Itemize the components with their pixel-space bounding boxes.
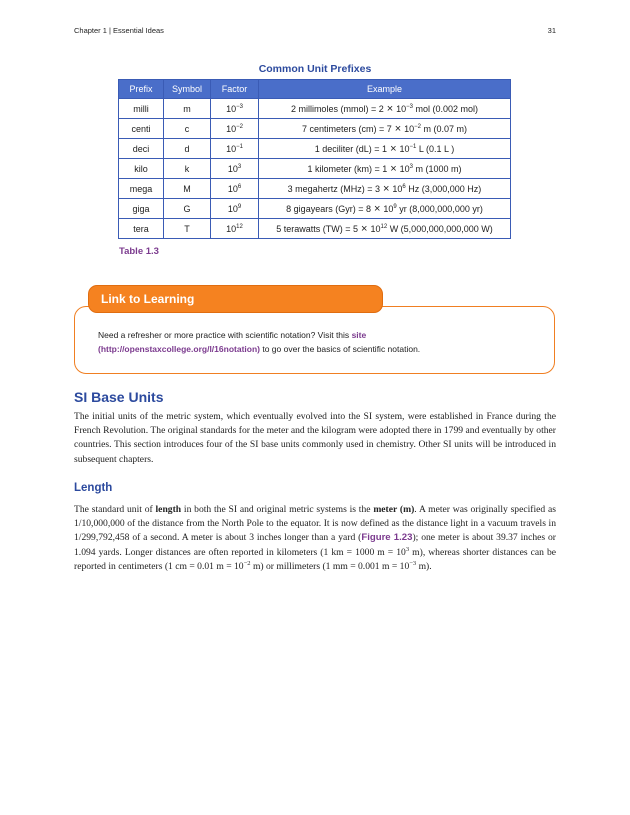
cell-factor (211, 139, 259, 159)
cell-symbol: d (164, 139, 211, 159)
example-tail: mol (0.002 mol) (415, 103, 479, 114)
term-meter: meter (m) (373, 504, 415, 515)
cell-example (259, 179, 511, 199)
factor-exponent: 9 (237, 203, 242, 210)
text-run: m) or millimeters (1 mm = 0.001 m = 10 (252, 560, 410, 572)
table-row (119, 199, 511, 219)
factor-exponent: 12 (236, 223, 243, 230)
cell-example (259, 219, 511, 239)
example-base: 10 (392, 183, 403, 194)
example-exponent: 9 (393, 203, 397, 210)
column-header-symbol: Symbol (164, 80, 211, 99)
column-header-prefix: Prefix (119, 80, 164, 99)
cell-factor (211, 219, 259, 239)
column-header-factor: Factor (211, 80, 259, 99)
times-sign: × (361, 222, 368, 235)
example-lead: 1 deciliter (dL) = 1 (314, 143, 388, 154)
cell-symbol: T (164, 219, 211, 239)
link-to-learning-text (98, 328, 528, 356)
cell-symbol: k (164, 159, 211, 179)
table-caption: Table 1.3 (119, 246, 159, 257)
times-sign: × (390, 142, 397, 155)
example-base: 10 (399, 143, 410, 154)
example-lead: 8 gigayears (Gyr) = 8 (286, 203, 371, 214)
exponent: 3 (405, 545, 410, 553)
example-base: 10 (383, 203, 394, 214)
cell-symbol: G (164, 199, 211, 219)
exponent: −3 (409, 559, 417, 567)
example-base: 10 (399, 163, 410, 174)
text-run: in both the SI and original metric systems is the (183, 504, 371, 515)
link-to-learning-title: Link to Learning (88, 285, 383, 313)
section-paragraph: The initial units of the metric system, which eventually evolved into the SI system, were established in France during the French Revolution. The original standards for the meter and the kilogram were adopted there in 1799 and eventually by other countries. This section introduces four of the SI base units commonly used in chemistry. Other SI units will be introduced in subsequent chapters. (74, 411, 556, 465)
text-run: m). (418, 560, 432, 572)
times-sign: × (390, 162, 397, 175)
cell-prefix: tera (119, 219, 164, 239)
example-exponent: −1 (409, 143, 417, 150)
factor-base: 10 (226, 143, 237, 154)
times-sign: × (382, 182, 390, 195)
cell-factor (211, 199, 259, 219)
figure-reference-link[interactable]: Figure 1.23 (361, 532, 413, 544)
example-lead: 5 terawatts (TW) = 5 (276, 223, 359, 234)
subsection-heading: Length (74, 482, 113, 494)
example-lead: 1 kilometer (km) = 1 (307, 163, 388, 174)
example-tail: m (1000 m) (415, 163, 462, 174)
table-row (119, 159, 511, 179)
cell-factor (211, 99, 259, 119)
cell-symbol: c (164, 119, 211, 139)
factor-base: 10 (227, 163, 238, 174)
text-run: ); one meter is about 39.37 inches or 1.094 yards. Longer distances are often reported in kilometers (1 km = 1000 m = 10 (74, 532, 556, 558)
cell-prefix: mega (119, 179, 164, 199)
times-sign: × (373, 202, 381, 215)
cell-prefix: centi (119, 119, 164, 139)
factor-base: 10 (226, 123, 237, 134)
term-length: length (155, 504, 182, 515)
example-base: 10 (404, 123, 415, 134)
cell-factor (211, 179, 259, 199)
cell-example (259, 199, 511, 219)
text-run: . A meter was originally specified as 1/10,000,000 of the distance from the North Pole to the equator. It is now defined as the distance light in a vacuum travels in 1/299,792,458 of a second. A meter is about 3 inches longer than a yard ( (74, 504, 556, 544)
link-text-before: Need a refresher or more practice with scientific notation? Visit this (98, 330, 350, 340)
length-paragraph (74, 503, 556, 574)
example-base: 10 (370, 223, 381, 234)
example-lead: 2 millimoles (mmol) = 2 (290, 103, 384, 114)
example-tail: m (0.07 m) (423, 123, 468, 134)
unit-prefixes-table (118, 79, 511, 239)
example-tail: yr (8,000,000,000 yr) (399, 203, 483, 214)
factor-exponent: −2 (236, 123, 243, 130)
example-exponent: 3 (409, 163, 414, 170)
cell-factor (211, 119, 259, 139)
example-lead: 3 megahertz (MHz) = 3 (287, 183, 380, 194)
factor-base: 10 (226, 223, 237, 234)
table-row (119, 219, 511, 239)
exponent: −2 (243, 559, 251, 567)
cell-prefix: deci (119, 139, 164, 159)
chapter-title: Chapter 1 | Essential Ideas (74, 26, 164, 35)
factor-exponent: 6 (237, 183, 242, 190)
times-sign: × (394, 122, 402, 135)
cell-factor (211, 159, 259, 179)
cell-example (259, 159, 511, 179)
cell-example (259, 119, 511, 139)
section-heading: SI Base Units (74, 389, 164, 405)
factor-exponent: −3 (236, 103, 243, 110)
cell-prefix: milli (119, 99, 164, 119)
times-sign: × (386, 102, 394, 115)
factor-exponent: 3 (237, 163, 242, 170)
table-header-row (119, 80, 511, 99)
example-base: 10 (396, 103, 407, 114)
example-exponent: −3 (406, 103, 413, 110)
site-link[interactable]: site (http://openstaxcollege.org/l/16notation) (98, 330, 367, 354)
cell-prefix: giga (119, 199, 164, 219)
page-number: 31 (547, 26, 556, 35)
link-text-after: to go over the basics of scientific notation. (262, 344, 421, 354)
example-tail: Hz (3,000,000 Hz) (408, 183, 482, 194)
cell-prefix: kilo (119, 159, 164, 179)
example-tail: L (0.1 L ) (418, 143, 455, 154)
factor-base: 10 (227, 203, 238, 214)
column-header-example: Example (259, 80, 511, 99)
factor-base: 10 (227, 183, 238, 194)
example-exponent: 12 (380, 223, 388, 230)
cell-symbol: m (164, 99, 211, 119)
cell-symbol: M (164, 179, 211, 199)
cell-example (259, 99, 511, 119)
table-row (119, 139, 511, 159)
example-tail: W (5,000,000,000,000 W) (389, 223, 493, 234)
text-run: The standard unit of (74, 504, 153, 515)
example-exponent: 6 (402, 183, 406, 190)
page-header (74, 26, 556, 38)
table-row (119, 99, 511, 119)
table-body (119, 99, 511, 239)
example-exponent: −2 (414, 123, 422, 130)
factor-base: 10 (226, 103, 237, 114)
factor-exponent: −1 (236, 143, 243, 150)
table-row (119, 119, 511, 139)
table-title: Common Unit Prefixes (258, 63, 372, 75)
text-run: m), whereas shorter distances can be reported in centimeters (1 cm = 0.01 m = 10 (74, 546, 556, 572)
cell-example (259, 139, 511, 159)
table-row (119, 179, 511, 199)
example-lead: 7 centimeters (cm) = 7 (301, 123, 392, 134)
